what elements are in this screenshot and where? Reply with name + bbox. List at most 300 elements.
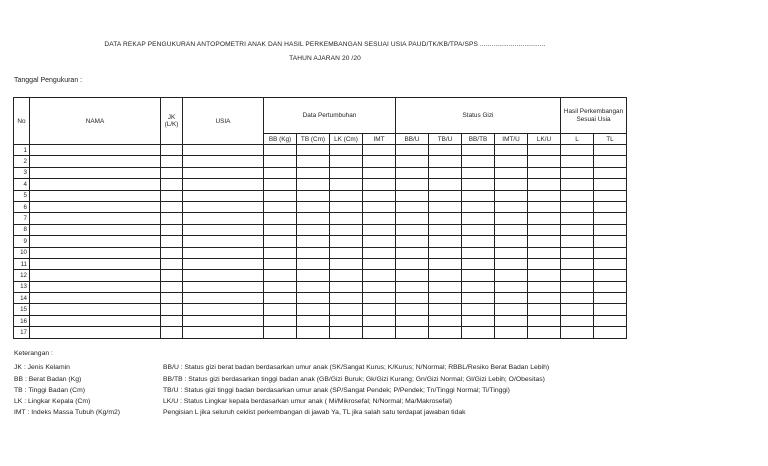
table-cell <box>462 327 495 338</box>
table-cell <box>183 156 264 167</box>
table-cell <box>594 167 627 178</box>
table-cell <box>161 293 183 304</box>
table-cell <box>396 247 429 258</box>
table-cell <box>161 270 183 281</box>
table-cell <box>30 190 161 201</box>
table-cell <box>429 281 462 292</box>
table-cell <box>462 190 495 201</box>
table-cell <box>330 156 363 167</box>
row-number: 15 <box>14 304 30 315</box>
table-cell <box>396 236 429 247</box>
table-cell <box>462 156 495 167</box>
table-cell <box>297 156 330 167</box>
table-cell <box>561 270 594 281</box>
table-cell <box>161 236 183 247</box>
table-cell <box>330 145 363 156</box>
table-cell <box>594 315 627 326</box>
table-cell <box>183 224 264 235</box>
table-cell <box>561 247 594 258</box>
table-cell <box>264 304 297 315</box>
table-cell <box>297 190 330 201</box>
table-cell <box>330 304 363 315</box>
measurement-date-label: Tanggal Pengukuran : <box>14 77 83 84</box>
table-cell <box>594 179 627 190</box>
table-cell <box>528 293 561 304</box>
table-cell <box>30 201 161 212</box>
table-row <box>14 315 627 326</box>
table-cell <box>462 179 495 190</box>
table-cell <box>297 145 330 156</box>
row-number: 4 <box>14 179 30 190</box>
table-cell <box>429 145 462 156</box>
table-cell <box>462 213 495 224</box>
table-cell <box>363 304 396 315</box>
table-cell <box>495 281 528 292</box>
table-cell <box>297 224 330 235</box>
table-cell <box>528 167 561 178</box>
table-cell <box>528 327 561 338</box>
header-bb-tb: BB/TB <box>462 134 495 145</box>
table-cell <box>396 213 429 224</box>
table-cell <box>183 236 264 247</box>
table-cell <box>264 327 297 338</box>
table-cell <box>264 247 297 258</box>
table-cell <box>30 281 161 292</box>
table-cell <box>161 145 183 156</box>
table-cell <box>264 236 297 247</box>
table-cell <box>363 156 396 167</box>
table-cell <box>396 201 429 212</box>
table-cell <box>183 167 264 178</box>
table-cell <box>429 315 462 326</box>
table-row <box>14 179 627 190</box>
table-cell <box>528 236 561 247</box>
table-cell <box>495 247 528 258</box>
table-cell <box>183 190 264 201</box>
table-cell <box>594 258 627 269</box>
legend-tb: TB : Tinggi Badan (Cm) <box>14 387 86 394</box>
table-cell <box>396 258 429 269</box>
table-cell <box>30 213 161 224</box>
header-no: No <box>14 98 30 145</box>
table-cell <box>495 145 528 156</box>
row-number: 6 <box>14 201 30 212</box>
table-cell <box>561 236 594 247</box>
table-cell <box>495 327 528 338</box>
table-cell <box>561 156 594 167</box>
header-tb: TB (Cm) <box>297 134 330 145</box>
table-cell <box>330 167 363 178</box>
table-cell <box>30 258 161 269</box>
legend-bb: BB : Berat Badan (Kg) <box>14 376 82 383</box>
table-cell <box>264 270 297 281</box>
header-imt: IMT <box>363 134 396 145</box>
table-cell <box>330 201 363 212</box>
row-number: 10 <box>14 247 30 258</box>
header-usia: USIA <box>183 98 264 145</box>
table-cell <box>528 156 561 167</box>
table-cell <box>363 293 396 304</box>
header-lk: LK (Cm) <box>330 134 363 145</box>
table-cell <box>594 224 627 235</box>
table-cell <box>330 190 363 201</box>
table-cell <box>528 258 561 269</box>
table-cell <box>528 315 561 326</box>
table-cell <box>264 224 297 235</box>
table-row <box>14 327 627 338</box>
table-cell <box>330 315 363 326</box>
table-cell <box>30 167 161 178</box>
table-cell <box>161 213 183 224</box>
header-lk-u: LK/U <box>528 134 561 145</box>
table-cell <box>161 167 183 178</box>
table-cell <box>561 315 594 326</box>
header-bb-u: BB/U <box>396 134 429 145</box>
table-row <box>14 304 627 315</box>
legend-bb-u: BB/U : Status gizi berat badan berdasarkan umur anak (SK/Sangat Kurus; K/Kurus; N/Normal; RBBL/Resiko Berat Badan Lebih) <box>163 364 550 371</box>
table-cell <box>330 258 363 269</box>
table-row <box>14 258 627 269</box>
legend-jk: JK : Jenis Kelamin <box>14 364 70 371</box>
table-cell <box>183 258 264 269</box>
table-row <box>14 167 627 178</box>
table-cell <box>264 179 297 190</box>
table-cell <box>30 247 161 258</box>
table-cell <box>363 190 396 201</box>
table-cell <box>363 236 396 247</box>
table-cell <box>561 327 594 338</box>
table-cell <box>30 315 161 326</box>
table-cell <box>183 201 264 212</box>
table-cell <box>594 156 627 167</box>
table-cell <box>594 145 627 156</box>
table-cell <box>264 167 297 178</box>
table-cell <box>429 258 462 269</box>
document-title: DATA REKAP PENGUKURAN ANTOPOMETRI ANAK DAN HASIL PERKEMBANGAN SESUAI USIA PAUD/TK/KB/TPA/SPS .................................. <box>104 41 546 48</box>
table-cell <box>363 201 396 212</box>
table-cell <box>297 247 330 258</box>
table-cell <box>594 327 627 338</box>
header-l: L <box>561 134 594 145</box>
table-cell <box>183 315 264 326</box>
table-cell <box>528 270 561 281</box>
table-cell <box>462 167 495 178</box>
table-cell <box>429 327 462 338</box>
legend-tb-u: TB/U : Status gizi tinggi badan berdasarkan umur anak (SP/Sangat Pendek; P/Pendek; Tn/Tinggi Normal; Ti/Tinggi) <box>163 387 510 394</box>
table-cell <box>330 213 363 224</box>
table-cell <box>183 281 264 292</box>
table-cell <box>297 304 330 315</box>
table-cell <box>161 224 183 235</box>
table-cell <box>396 179 429 190</box>
table-cell <box>264 293 297 304</box>
table-cell <box>429 270 462 281</box>
table-cell <box>429 179 462 190</box>
table-cell <box>396 224 429 235</box>
row-number: 13 <box>14 281 30 292</box>
table-cell <box>462 281 495 292</box>
table-cell <box>30 293 161 304</box>
table-cell <box>363 315 396 326</box>
header-status-gizi: Status Gizi <box>396 98 561 134</box>
table-cell <box>330 236 363 247</box>
table-row <box>14 156 627 167</box>
table-cell <box>30 145 161 156</box>
table-row <box>14 224 627 235</box>
table-cell <box>396 315 429 326</box>
legend-heading: Keterangan : <box>14 350 53 357</box>
table-cell <box>429 224 462 235</box>
table-cell <box>561 224 594 235</box>
table-cell <box>363 281 396 292</box>
header-bb: BB (Kg) <box>264 134 297 145</box>
row-number: 14 <box>14 293 30 304</box>
table-cell <box>330 179 363 190</box>
table-cell <box>161 315 183 326</box>
table-row <box>14 213 627 224</box>
table-cell <box>264 213 297 224</box>
table-cell <box>429 190 462 201</box>
table-cell <box>297 293 330 304</box>
legend-lk-u: LK/U : Status Lingkar kepala berdasarkan umur anak ( Mi/Mikrosefal; N/Normal; Ma/Makrosefal) <box>163 398 452 405</box>
table-cell <box>161 304 183 315</box>
row-number: 5 <box>14 190 30 201</box>
table-row <box>14 236 627 247</box>
table-cell <box>429 236 462 247</box>
table-cell <box>462 224 495 235</box>
table-cell <box>297 327 330 338</box>
table-cell <box>561 281 594 292</box>
table-cell <box>161 201 183 212</box>
table-cell <box>183 304 264 315</box>
header-hasil-perkembangan: Hasil Perkembangan Sesuai Usia <box>561 98 627 134</box>
header-tb-u: TB/U <box>429 134 462 145</box>
table-cell <box>30 270 161 281</box>
table-cell <box>330 247 363 258</box>
table-cell <box>528 145 561 156</box>
table-cell <box>429 213 462 224</box>
legend-imt: IMT : Indeks Massa Tubuh (Kg/m2) <box>14 409 121 416</box>
table-cell <box>363 247 396 258</box>
table-cell <box>594 236 627 247</box>
row-number: 7 <box>14 213 30 224</box>
table-cell <box>429 167 462 178</box>
legend-bb-tb: BB/TB : Status gizi berdasarkan tinggi badan anak (GB/Gizi Buruk; Gk/Gizi Kurang; Gn/Gizi Normal; Gl/Gizi Lebih; O/Obesitas) <box>163 376 545 383</box>
table-cell <box>297 179 330 190</box>
table-cell <box>462 304 495 315</box>
table-cell <box>330 293 363 304</box>
table-cell <box>561 293 594 304</box>
table-cell <box>396 281 429 292</box>
table-cell <box>396 304 429 315</box>
table-cell <box>495 179 528 190</box>
table-cell <box>462 145 495 156</box>
table-cell <box>462 258 495 269</box>
table-cell <box>297 213 330 224</box>
table-cell <box>495 236 528 247</box>
table-cell <box>495 224 528 235</box>
table-cell <box>30 304 161 315</box>
table-cell <box>183 179 264 190</box>
table-cell <box>495 293 528 304</box>
table-cell <box>594 304 627 315</box>
table-cell <box>396 270 429 281</box>
table-cell <box>561 201 594 212</box>
table-cell <box>161 281 183 292</box>
table-cell <box>462 293 495 304</box>
table-cell <box>330 281 363 292</box>
table-cell <box>264 145 297 156</box>
table-cell <box>363 213 396 224</box>
table-cell <box>495 304 528 315</box>
legend-l-tl: Pengisian L jika seluruh ceklist perkembangan di jawab Ya, TL jika salah satu terdapat jawaban tidak <box>163 409 466 416</box>
table-cell <box>264 156 297 167</box>
table-cell <box>594 190 627 201</box>
table-row <box>14 281 627 292</box>
table-cell <box>528 179 561 190</box>
table-cell <box>594 213 627 224</box>
table-row <box>14 293 627 304</box>
table-cell <box>183 213 264 224</box>
table-cell <box>264 258 297 269</box>
header-nama: NAMA <box>30 98 161 145</box>
table-cell <box>264 315 297 326</box>
table-cell <box>495 315 528 326</box>
table-cell <box>396 327 429 338</box>
table-cell <box>594 293 627 304</box>
table-cell <box>396 156 429 167</box>
table-cell <box>495 213 528 224</box>
row-number: 17 <box>14 327 30 338</box>
row-number: 11 <box>14 258 30 269</box>
row-number: 9 <box>14 236 30 247</box>
table-cell <box>183 270 264 281</box>
table-cell <box>462 270 495 281</box>
table-cell <box>297 315 330 326</box>
row-number: 1 <box>14 145 30 156</box>
table-cell <box>429 201 462 212</box>
table-cell <box>363 270 396 281</box>
table-cell <box>528 281 561 292</box>
table-row <box>14 145 627 156</box>
table-cell <box>561 179 594 190</box>
table-cell <box>462 247 495 258</box>
table-cell <box>561 145 594 156</box>
table-cell <box>264 190 297 201</box>
table-cell <box>297 167 330 178</box>
table-cell <box>161 156 183 167</box>
table-cell <box>561 213 594 224</box>
table-row <box>14 270 627 281</box>
row-number: 12 <box>14 270 30 281</box>
table-cell <box>561 167 594 178</box>
table-row <box>14 190 627 201</box>
table-cell <box>363 145 396 156</box>
table-cell <box>462 236 495 247</box>
table-cell <box>264 201 297 212</box>
table-cell <box>495 270 528 281</box>
table-cell <box>183 145 264 156</box>
table-cell <box>161 179 183 190</box>
table-cell <box>528 247 561 258</box>
table-cell <box>429 293 462 304</box>
table-cell <box>297 270 330 281</box>
table-cell <box>363 327 396 338</box>
table-cell <box>30 327 161 338</box>
table-cell <box>363 179 396 190</box>
table-cell <box>528 213 561 224</box>
table-cell <box>363 224 396 235</box>
table-cell <box>161 247 183 258</box>
table-cell <box>183 247 264 258</box>
table-cell <box>495 167 528 178</box>
table-cell <box>594 201 627 212</box>
table-cell <box>297 258 330 269</box>
table-row <box>14 247 627 258</box>
table-cell <box>495 156 528 167</box>
table-cell <box>396 167 429 178</box>
header-jk: JK (L/K) <box>161 98 183 145</box>
table-cell <box>161 190 183 201</box>
table-cell <box>396 145 429 156</box>
table-cell <box>561 304 594 315</box>
table-cell <box>30 156 161 167</box>
table-cell <box>297 201 330 212</box>
table-cell <box>462 315 495 326</box>
table-cell <box>561 258 594 269</box>
header-tl: TL <box>594 134 627 145</box>
table-cell <box>594 247 627 258</box>
table-cell <box>396 190 429 201</box>
table-cell <box>161 258 183 269</box>
table-cell <box>330 224 363 235</box>
table-cell <box>528 224 561 235</box>
academic-year: TAHUN AJARAN 20 /20 <box>289 55 361 62</box>
table-cell <box>183 293 264 304</box>
table-cell <box>30 179 161 190</box>
table-cell <box>396 293 429 304</box>
table-cell <box>30 236 161 247</box>
table-cell <box>594 270 627 281</box>
table-cell <box>363 258 396 269</box>
table-row <box>14 201 627 212</box>
row-number: 3 <box>14 167 30 178</box>
table-cell <box>429 247 462 258</box>
table-cell <box>161 327 183 338</box>
table-cell <box>495 201 528 212</box>
table-cell <box>330 270 363 281</box>
table-cell <box>528 201 561 212</box>
table-cell <box>183 327 264 338</box>
legend-lk: LK : Lingkar Kepala (Cm) <box>14 398 91 405</box>
table-cell <box>528 190 561 201</box>
table-cell <box>495 258 528 269</box>
table-cell <box>429 304 462 315</box>
table-cell <box>264 281 297 292</box>
table-cell <box>462 201 495 212</box>
table-cell <box>330 327 363 338</box>
anthropometry-table <box>13 97 627 339</box>
row-number: 2 <box>14 156 30 167</box>
table-cell <box>495 190 528 201</box>
header-imt-u: IMT/U <box>495 134 528 145</box>
row-number: 16 <box>14 315 30 326</box>
table-cell <box>528 304 561 315</box>
table-cell <box>297 236 330 247</box>
table-cell <box>594 281 627 292</box>
table-cell <box>30 224 161 235</box>
table-cell <box>561 190 594 201</box>
